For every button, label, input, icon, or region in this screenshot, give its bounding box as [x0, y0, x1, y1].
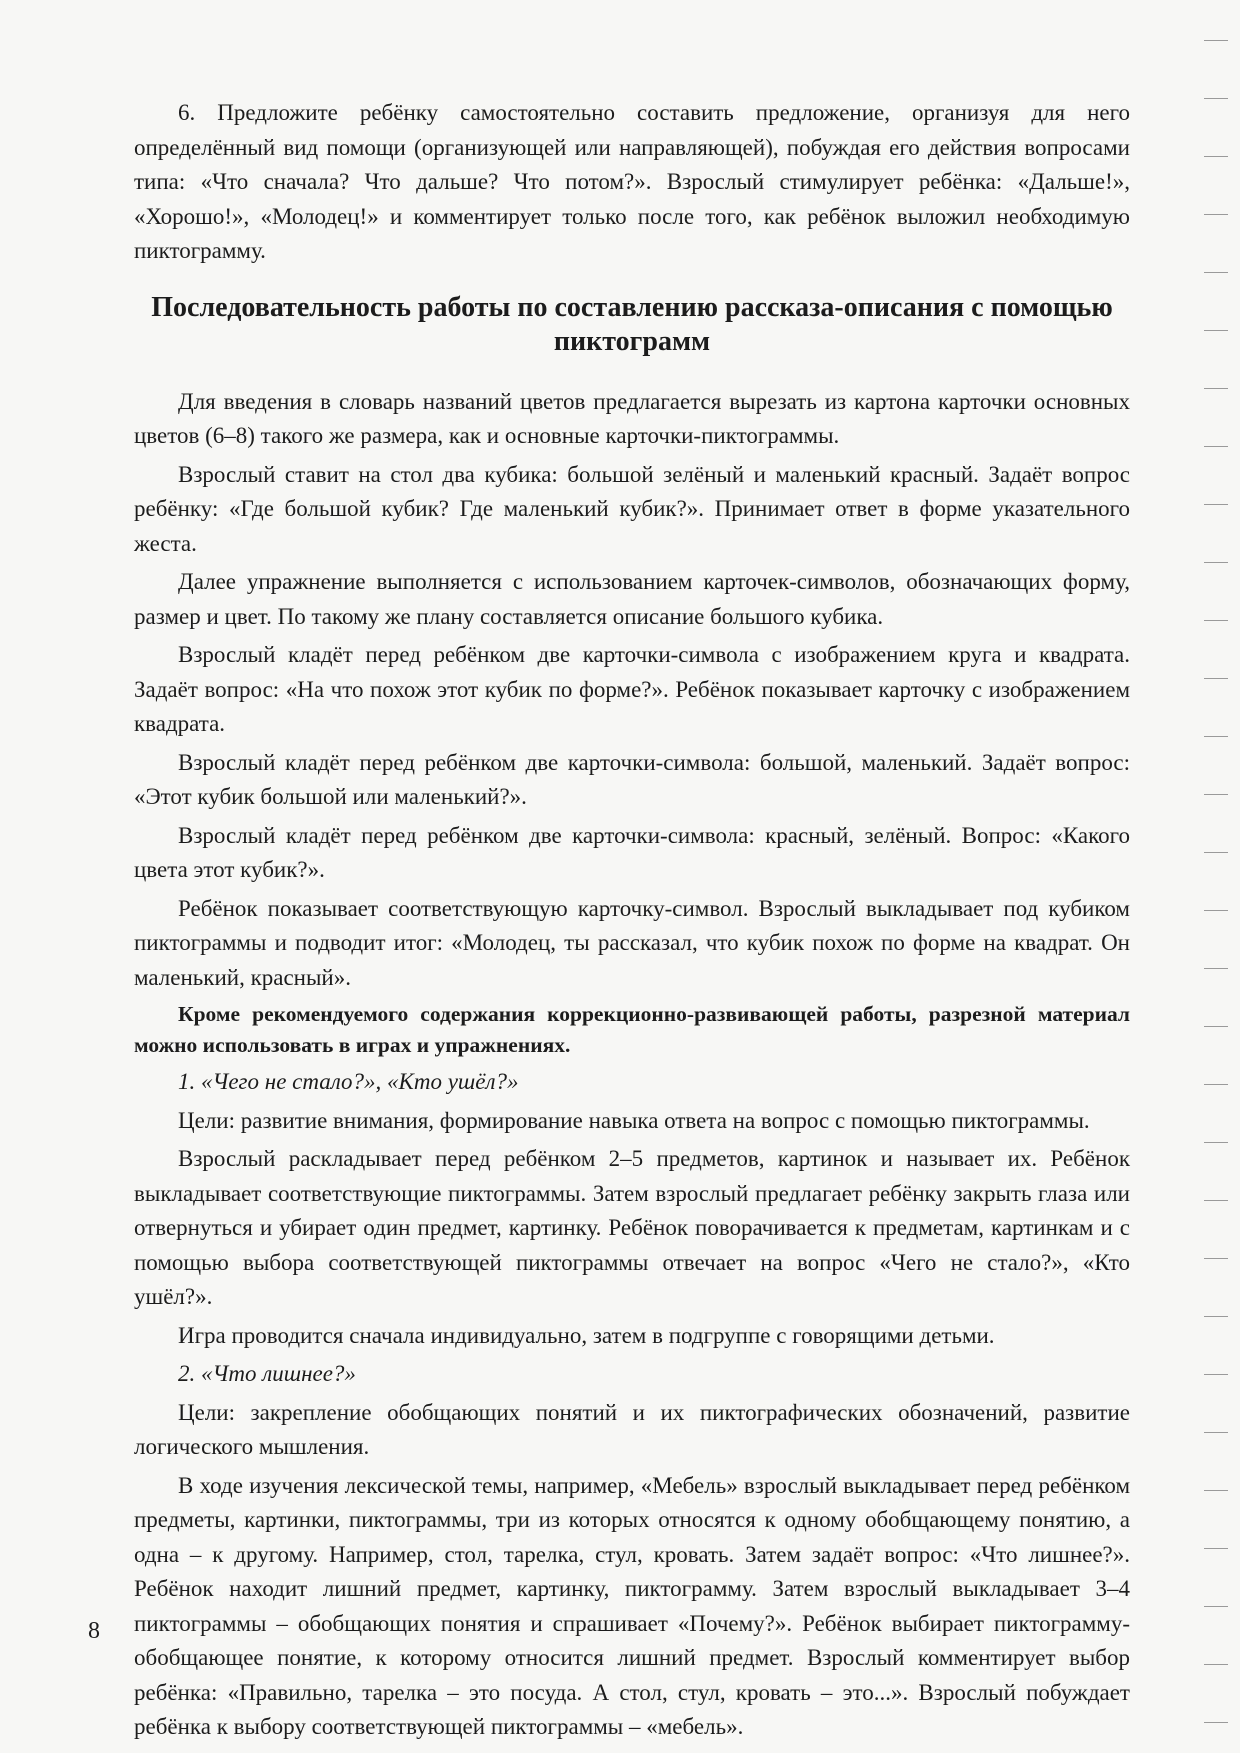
- page-number: 8: [88, 1618, 100, 1644]
- edge-mark: [1204, 1548, 1228, 1549]
- edge-mark: [1204, 1200, 1228, 1201]
- paragraph: Взрослый кладёт перед ребёнком две карточки-символа с изображением круга и квадрата. Задаёт вопрос: «На что похож этот кубик по форме?». Ребёнок показывает карточку с изображением квадрата.: [134, 642, 1130, 736]
- edge-mark: [1204, 736, 1228, 737]
- edge-mark: [1204, 1142, 1228, 1143]
- edge-mark: [1204, 272, 1228, 273]
- edge-mark: [1204, 1026, 1228, 1027]
- edge-mark: [1204, 1432, 1228, 1433]
- edge-mark: [1204, 968, 1228, 969]
- edge-mark: [1204, 1722, 1228, 1723]
- edge-mark: [1204, 504, 1228, 505]
- edge-mark: [1204, 852, 1228, 853]
- edge-mark: [1204, 214, 1228, 215]
- edge-mark: [1204, 794, 1228, 795]
- paragraph: Взрослый ставит на стол два кубика: большой зелёный и маленький красный. Задаёт вопрос ребёнку: «Где большой кубик? Где маленький кубик?». Принимает ответ в форме указательного жеста.: [134, 461, 1130, 556]
- edge-mark: [1204, 1374, 1228, 1375]
- edge-mark: [1204, 562, 1228, 563]
- edge-mark: [1204, 910, 1228, 911]
- edge-mark: [1204, 98, 1228, 99]
- bold-paragraph: Кроме рекомендуемого содержания коррекционно-развивающей работы, разрезной материал можно использовать в играх и упражнениях.: [134, 1002, 1130, 1057]
- edge-mark: [1204, 1664, 1228, 1665]
- edge-mark: [1204, 1316, 1228, 1317]
- edge-mark: [1204, 388, 1228, 389]
- paragraph: Взрослый раскладывает перед ребёнком 2–5 предметов, картинок и называет их. Ребёнок выкладывает соответствующие пиктограммы. Затем взрослый предлагает ребёнку закрыть глаза или отвернуться и убирает один предмет, картинку. Ребёнок поворачивается к предметам, картинкам и с помощью выбора соответствующей пиктограммы отвечает на вопрос «Чего не стало?», «Кто ушёл?».: [134, 1146, 1130, 1309]
- paragraph: Цели: закрепление обобщающих понятий и их пиктографических обозначений, развитие логического мышления.: [134, 1399, 1130, 1459]
- section-heading: Последовательность работы по составлению рассказа-описания с помощью пиктограмм: [151, 291, 1113, 357]
- paragraph: В ходе изучения лексической темы, например, «Мебель» взрослый выкладывает перед ребёнком предметы, картинки, пиктограммы, три из которых относятся к одному обобщающему понятию, а одна – к другому. Например, стол, тарелка, стул, кровать. Затем задаёт вопрос: «Что лишнее?». Ребёнок находит лишний предмет, картинку, пиктограмму. Затем взрослый выкладывает 3–4 пиктограммы – обобщающих понятия и спрашивает «Почему?». Ребёнок выбирает пиктограмму-обобщающее понятие, к которому относится лишний предмет. Взрослый комментирует выбор ребёнка: «Правильно, тарелка – это посуда. А стол, стул, кровать – это...». Взрослый побуждает ребёнка к выбору соответствующей пиктограммы – «мебель».: [134, 1472, 1130, 1739]
- edge-mark: [1204, 330, 1228, 331]
- paragraph: Ребёнок показывает соответствующую карточку-символ. Взрослый выкладывает под кубиком пиктограммы и подводит итог: «Молодец, ты рассказал, что кубик похож по форме на квадрат. Он маленький, красный».: [134, 895, 1130, 990]
- edge-mark: [1204, 156, 1228, 157]
- edge-mark: [1204, 1258, 1228, 1259]
- page-edge-marks: [1180, 0, 1240, 1753]
- paragraph: Взрослый кладёт перед ребёнком две карточки-символа: красный, зелёный. Вопрос: «Какого цвета этот кубик?».: [134, 822, 1130, 882]
- game-title: 1. «Чего не стало?», «Кто ушёл?»: [178, 1069, 519, 1094]
- edge-mark: [1204, 1606, 1228, 1607]
- paragraph: Игра проводится сначала индивидуально, затем в подгруппе с говорящими детьми.: [178, 1322, 995, 1348]
- edge-mark: [1204, 620, 1228, 621]
- edge-mark: [1204, 1490, 1228, 1491]
- game-title: 2. «Что лишнее?»: [178, 1361, 356, 1386]
- paragraph: Цели: развитие внимания, формирование навыка ответа на вопрос с помощью пиктограммы.: [178, 1107, 1090, 1133]
- paragraph: Для введения в словарь названий цветов предлагается вырезать из картона карточки основных цветов (6–8) такого же размера, как и основные карточки-пиктограммы.: [134, 388, 1130, 448]
- paragraph: 6. Предложите ребёнку самостоятельно составить предложение, организуя для него определённый вид помощи (организующей или направляющей), побуждая его действия вопросами типа: «Что сначала? Что дальше? Что потом?». Взрослый стимулирует ребёнка: «Дальше!», «Хорошо!», «Молодец!» и комментирует только после того, как ребёнок выложил необходимую пиктограмму.: [134, 100, 1130, 263]
- edge-mark: [1204, 678, 1228, 679]
- paragraph: Взрослый кладёт перед ребёнком две карточки-символа: большой, маленький. Задаёт вопрос: «Этот кубик большой или маленький?».: [134, 749, 1130, 809]
- edge-mark: [1204, 446, 1228, 447]
- page-body: [134, 96, 1130, 1749]
- edge-mark: [1204, 40, 1228, 41]
- edge-mark: [1204, 1084, 1228, 1085]
- paragraph: Далее упражнение выполняется с использованием карточек-символов, обозначающих форму, размер и цвет. По такому же плану составляется описание большого кубика.: [134, 569, 1130, 629]
